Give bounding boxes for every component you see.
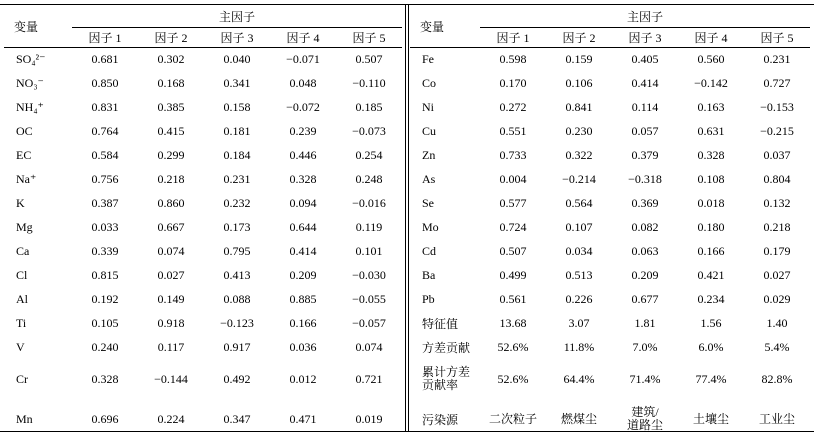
loading-value: 0.347 <box>223 412 251 426</box>
variable-name: Fe <box>422 52 434 67</box>
loading-value: 0.415 <box>157 124 185 138</box>
loading-value: 0.421 <box>697 268 725 282</box>
loading-value: 0.234 <box>697 292 725 306</box>
variable-name: NH₄⁺ <box>16 100 44 114</box>
table-row <box>410 240 810 264</box>
loading-value: 1.81 <box>634 316 656 330</box>
variable-name: Na⁺ <box>16 172 37 186</box>
table-row <box>4 48 402 72</box>
variable-name: EC <box>16 148 32 162</box>
loading-value: 0.387 <box>91 196 119 210</box>
loading-value: −0.110 <box>352 76 386 90</box>
factor-header: 因子 2 <box>546 28 612 48</box>
loading-value: −0.030 <box>352 268 386 282</box>
table-row <box>410 400 810 440</box>
table-row <box>4 240 402 264</box>
loading-value: −0.153 <box>760 100 794 114</box>
loading-value: 0.108 <box>697 172 725 186</box>
table-row <box>410 312 810 336</box>
loading-value: 0.158 <box>223 100 251 114</box>
loading-value: 0.027 <box>763 268 791 282</box>
table-row <box>4 360 402 400</box>
variable-name: As <box>422 172 436 186</box>
loading-value: 0.132 <box>763 196 791 210</box>
loading-value: 0.094 <box>289 196 317 210</box>
variable-name: Cl <box>16 268 28 282</box>
loading-value: 0.166 <box>697 244 725 258</box>
variable-header: 变量 <box>4 5 72 48</box>
loading-value: 0.101 <box>355 244 383 258</box>
table-row <box>410 72 810 96</box>
loading-value: 0.254 <box>355 148 383 162</box>
table-row <box>410 216 810 240</box>
label-line: 累计方差 <box>422 365 471 379</box>
table-row <box>4 72 402 96</box>
loading-value: 0.074 <box>355 340 383 354</box>
loading-value: 0.414 <box>631 76 659 90</box>
variable-name: Mg <box>16 220 33 234</box>
loading-value: 0.815 <box>91 268 119 282</box>
loading-value: 0.507 <box>355 52 383 67</box>
source-label: 工业尘 <box>758 412 795 426</box>
table-row <box>4 96 402 120</box>
loading-value: 0.012 <box>289 372 317 386</box>
loading-value: 0.166 <box>289 316 317 330</box>
cumulative-value: 77.4% <box>695 372 727 386</box>
loading-value: 0.239 <box>289 124 317 138</box>
loading-value: 0.173 <box>223 220 251 234</box>
loading-value: 0.764 <box>91 124 119 138</box>
loading-value: 0.107 <box>565 220 593 234</box>
source-label: 土壤尘 <box>692 412 729 426</box>
loading-value: 0.114 <box>631 100 659 114</box>
cumulative-value: 52.6% <box>497 372 529 386</box>
loading-value: 0.209 <box>289 268 317 282</box>
loading-value: 0.885 <box>289 292 317 306</box>
loading-value: 1.40 <box>766 316 788 330</box>
variable-name: Ni <box>422 100 434 114</box>
loading-value: 0.369 <box>631 196 659 210</box>
variable-name: Se <box>422 196 434 210</box>
loading-value: 0.231 <box>223 172 251 186</box>
loading-value: 0.082 <box>631 220 659 234</box>
loading-value: 0.446 <box>289 148 317 162</box>
table-row <box>4 168 402 192</box>
loading-value: 0.180 <box>697 220 725 234</box>
factor-header: 因子 5 <box>336 28 402 48</box>
loading-value: 0.598 <box>499 52 527 67</box>
variable-name: Mo <box>422 220 439 234</box>
main-factor-header: 主因子 <box>72 5 402 28</box>
loading-value: 0.724 <box>499 220 527 234</box>
loading-value: 0.192 <box>91 292 119 306</box>
loading-value: 0.507 <box>499 244 527 258</box>
loading-value: 0.413 <box>223 268 251 282</box>
source-label: 二次粒子 <box>488 412 537 426</box>
loading-value: −0.215 <box>760 124 794 138</box>
loading-value: 0.184 <box>223 148 251 162</box>
loading-value: 0.492 <box>223 372 251 386</box>
loading-value: 0.584 <box>91 148 119 162</box>
loading-value: 0.170 <box>499 76 527 90</box>
loading-value: −0.318 <box>628 172 662 186</box>
loading-value: 0.841 <box>565 100 593 114</box>
loading-value: −0.071 <box>286 52 320 67</box>
loading-value: 0.328 <box>91 372 119 386</box>
source-value <box>546 400 612 440</box>
table-row <box>4 144 402 168</box>
loading-value: 0.232 <box>223 196 251 210</box>
source-label: 建筑/ 道路尘 <box>626 405 663 432</box>
variable-name: Cu <box>422 124 437 138</box>
factor-header: 因子 4 <box>678 28 744 48</box>
loading-value: 0.019 <box>355 412 383 426</box>
loading-value: 0.577 <box>499 196 527 210</box>
loading-value: 0.860 <box>157 196 185 210</box>
factor-header: 因子 1 <box>72 28 138 48</box>
table-row <box>4 336 402 360</box>
factor-header: 因子 2 <box>138 28 204 48</box>
loading-value: 0.036 <box>289 340 317 354</box>
table-row <box>410 288 810 312</box>
cumulative-label <box>422 366 470 392</box>
loading-value: 0.727 <box>763 76 791 90</box>
source-value <box>744 400 810 440</box>
loading-value: 0.328 <box>289 172 317 186</box>
variable-name: Pb <box>422 292 435 306</box>
label-line: 贡献率 <box>422 378 459 392</box>
factor-header: 因子 3 <box>612 28 678 48</box>
loading-value: 0.379 <box>631 148 659 162</box>
factor-header: 因子 5 <box>744 28 810 48</box>
source-value <box>612 400 678 440</box>
loading-value: 0.105 <box>91 316 119 330</box>
table-row <box>410 360 810 400</box>
loading-value: 0.074 <box>157 244 185 258</box>
loading-value: 0.034 <box>565 244 593 258</box>
loading-value: 0.209 <box>631 268 659 282</box>
loading-value: 0.302 <box>157 52 185 67</box>
loading-value: 0.159 <box>565 52 593 67</box>
table-row <box>410 144 810 168</box>
loading-value: 0.804 <box>763 172 791 186</box>
loading-value: 0.756 <box>91 172 119 186</box>
table-row <box>4 120 402 144</box>
factor-header: 因子 4 <box>270 28 336 48</box>
loading-value: 0.795 <box>223 244 251 258</box>
loading-value: 0.667 <box>157 220 185 234</box>
loading-value: 0.033 <box>91 220 119 234</box>
loading-value: 0.048 <box>289 76 317 90</box>
cumulative-value: 71.4% <box>629 372 661 386</box>
variable-name: Ti <box>16 316 27 330</box>
loading-value: 0.328 <box>697 148 725 162</box>
table-row <box>410 96 810 120</box>
loading-value: 0.149 <box>157 292 185 306</box>
loading-value: −0.214 <box>562 172 596 186</box>
loading-value: 0.168 <box>157 76 185 90</box>
loading-value: 0.224 <box>157 412 185 426</box>
table-row <box>4 312 402 336</box>
cumulative-value: 64.4% <box>563 372 595 386</box>
variable-name: Zn <box>422 148 436 162</box>
loading-value: 52.6% <box>497 340 529 354</box>
loading-value: 0.248 <box>355 172 383 186</box>
loading-value: 0.057 <box>631 124 659 138</box>
variable-name: Co <box>422 76 437 90</box>
loading-value: 0.185 <box>355 100 383 114</box>
loading-value: 0.218 <box>763 220 791 234</box>
loading-value: 0.179 <box>763 244 791 258</box>
variable-name: SO₄²⁻ <box>16 52 46 67</box>
loading-value: 0.272 <box>499 100 527 114</box>
loading-value: 0.677 <box>631 292 659 306</box>
loading-value: 0.181 <box>223 124 251 138</box>
variable-name: Cr <box>16 372 28 386</box>
loading-value: 0.917 <box>223 340 251 354</box>
loading-value: 0.385 <box>157 100 185 114</box>
loading-value: −0.144 <box>154 372 188 386</box>
variable-name: Mn <box>16 412 33 426</box>
table-row <box>4 192 402 216</box>
factor-header: 因子 3 <box>204 28 270 48</box>
loading-value: 13.68 <box>499 316 527 330</box>
loading-value: 5.4% <box>764 340 790 354</box>
loading-value: 0.322 <box>565 148 593 162</box>
loading-value: 0.733 <box>499 148 527 162</box>
variable-name: Al <box>16 292 28 306</box>
loading-value: 0.564 <box>565 196 593 210</box>
variable-name: 方差贡献 <box>422 341 471 355</box>
loading-value: 0.405 <box>631 52 659 67</box>
loading-value: 0.240 <box>91 340 119 354</box>
loading-value: −0.016 <box>352 196 386 210</box>
loading-value: 0.218 <box>157 172 185 186</box>
left-factor-table <box>4 5 402 440</box>
variable-name: 特征值 <box>422 317 459 331</box>
variable-name: Ca <box>16 244 30 258</box>
variable-name: OC <box>16 124 33 138</box>
loading-value: 0.551 <box>499 124 527 138</box>
loading-value: 0.018 <box>697 196 725 210</box>
variable-name <box>410 360 480 400</box>
loading-value: 0.918 <box>157 316 185 330</box>
loading-value: 0.040 <box>223 52 251 67</box>
loading-value: −0.123 <box>220 316 254 330</box>
variable-name: NO₃⁻ <box>16 76 44 90</box>
loading-value: 0.029 <box>763 292 791 306</box>
loading-value: 0.119 <box>355 220 383 234</box>
source-value <box>480 400 546 440</box>
loading-value: 0.631 <box>697 124 725 138</box>
loading-value: −0.055 <box>352 292 386 306</box>
main-factor-header: 主因子 <box>480 5 810 28</box>
loading-value: 0.513 <box>565 268 593 282</box>
variable-name: Cd <box>422 244 437 258</box>
loading-value: −0.057 <box>352 316 386 330</box>
table-row <box>410 336 810 360</box>
right-factor-table <box>410 5 810 440</box>
cumulative-value: 82.8% <box>761 372 793 386</box>
loading-value: 0.644 <box>289 220 317 234</box>
loading-value: 0.681 <box>91 52 119 67</box>
loading-value: 0.850 <box>91 76 119 90</box>
loading-value: 7.0% <box>632 340 658 354</box>
loading-value: 6.0% <box>698 340 724 354</box>
variable-header: 变量 <box>410 5 480 48</box>
factor-header: 因子 1 <box>480 28 546 48</box>
table-row <box>410 168 810 192</box>
loading-value: 0.231 <box>763 52 791 67</box>
table-row <box>4 288 402 312</box>
loading-value: 0.117 <box>157 340 185 354</box>
loading-value: 0.414 <box>289 244 317 258</box>
variable-name: Ba <box>422 268 436 282</box>
source-label: 燃煤尘 <box>560 412 597 426</box>
table-row <box>410 48 810 72</box>
loading-value: 0.341 <box>223 76 251 90</box>
loading-value: 0.037 <box>763 148 791 162</box>
table-divider-line <box>408 4 409 431</box>
loading-value: 0.471 <box>289 412 317 426</box>
variable-name: V <box>16 340 25 354</box>
variable-name: K <box>16 196 25 210</box>
loading-value: 0.063 <box>631 244 659 258</box>
table-row <box>410 192 810 216</box>
loading-value: 0.299 <box>157 148 185 162</box>
loading-value: 0.163 <box>697 100 725 114</box>
loading-value: 0.230 <box>565 124 593 138</box>
loading-value: 0.226 <box>565 292 593 306</box>
table-row <box>410 264 810 288</box>
table-row <box>410 120 810 144</box>
loading-value: 0.499 <box>499 268 527 282</box>
variable-name: 污染源 <box>422 413 459 427</box>
loading-value: 0.004 <box>499 172 527 186</box>
source-value <box>678 400 744 440</box>
loading-value: 0.696 <box>91 412 119 426</box>
loading-value: 1.56 <box>700 316 722 330</box>
table-divider-line <box>405 4 406 431</box>
loading-value: 0.561 <box>499 292 527 306</box>
loading-value: −0.142 <box>694 76 728 90</box>
loading-value: −0.072 <box>286 100 320 114</box>
loading-value: 0.339 <box>91 244 119 258</box>
loading-value: 0.027 <box>157 268 185 282</box>
loading-value: 0.106 <box>565 76 593 90</box>
loading-value: 3.07 <box>568 316 590 330</box>
loading-value: 0.088 <box>223 292 251 306</box>
table-row <box>4 216 402 240</box>
loading-value: 11.8% <box>563 340 595 354</box>
loading-value: 0.560 <box>697 52 725 67</box>
loading-value: 0.831 <box>91 100 119 114</box>
loading-value: 0.721 <box>355 372 383 386</box>
table-row <box>4 264 402 288</box>
table-row <box>4 400 402 440</box>
loading-value: −0.073 <box>352 124 386 138</box>
